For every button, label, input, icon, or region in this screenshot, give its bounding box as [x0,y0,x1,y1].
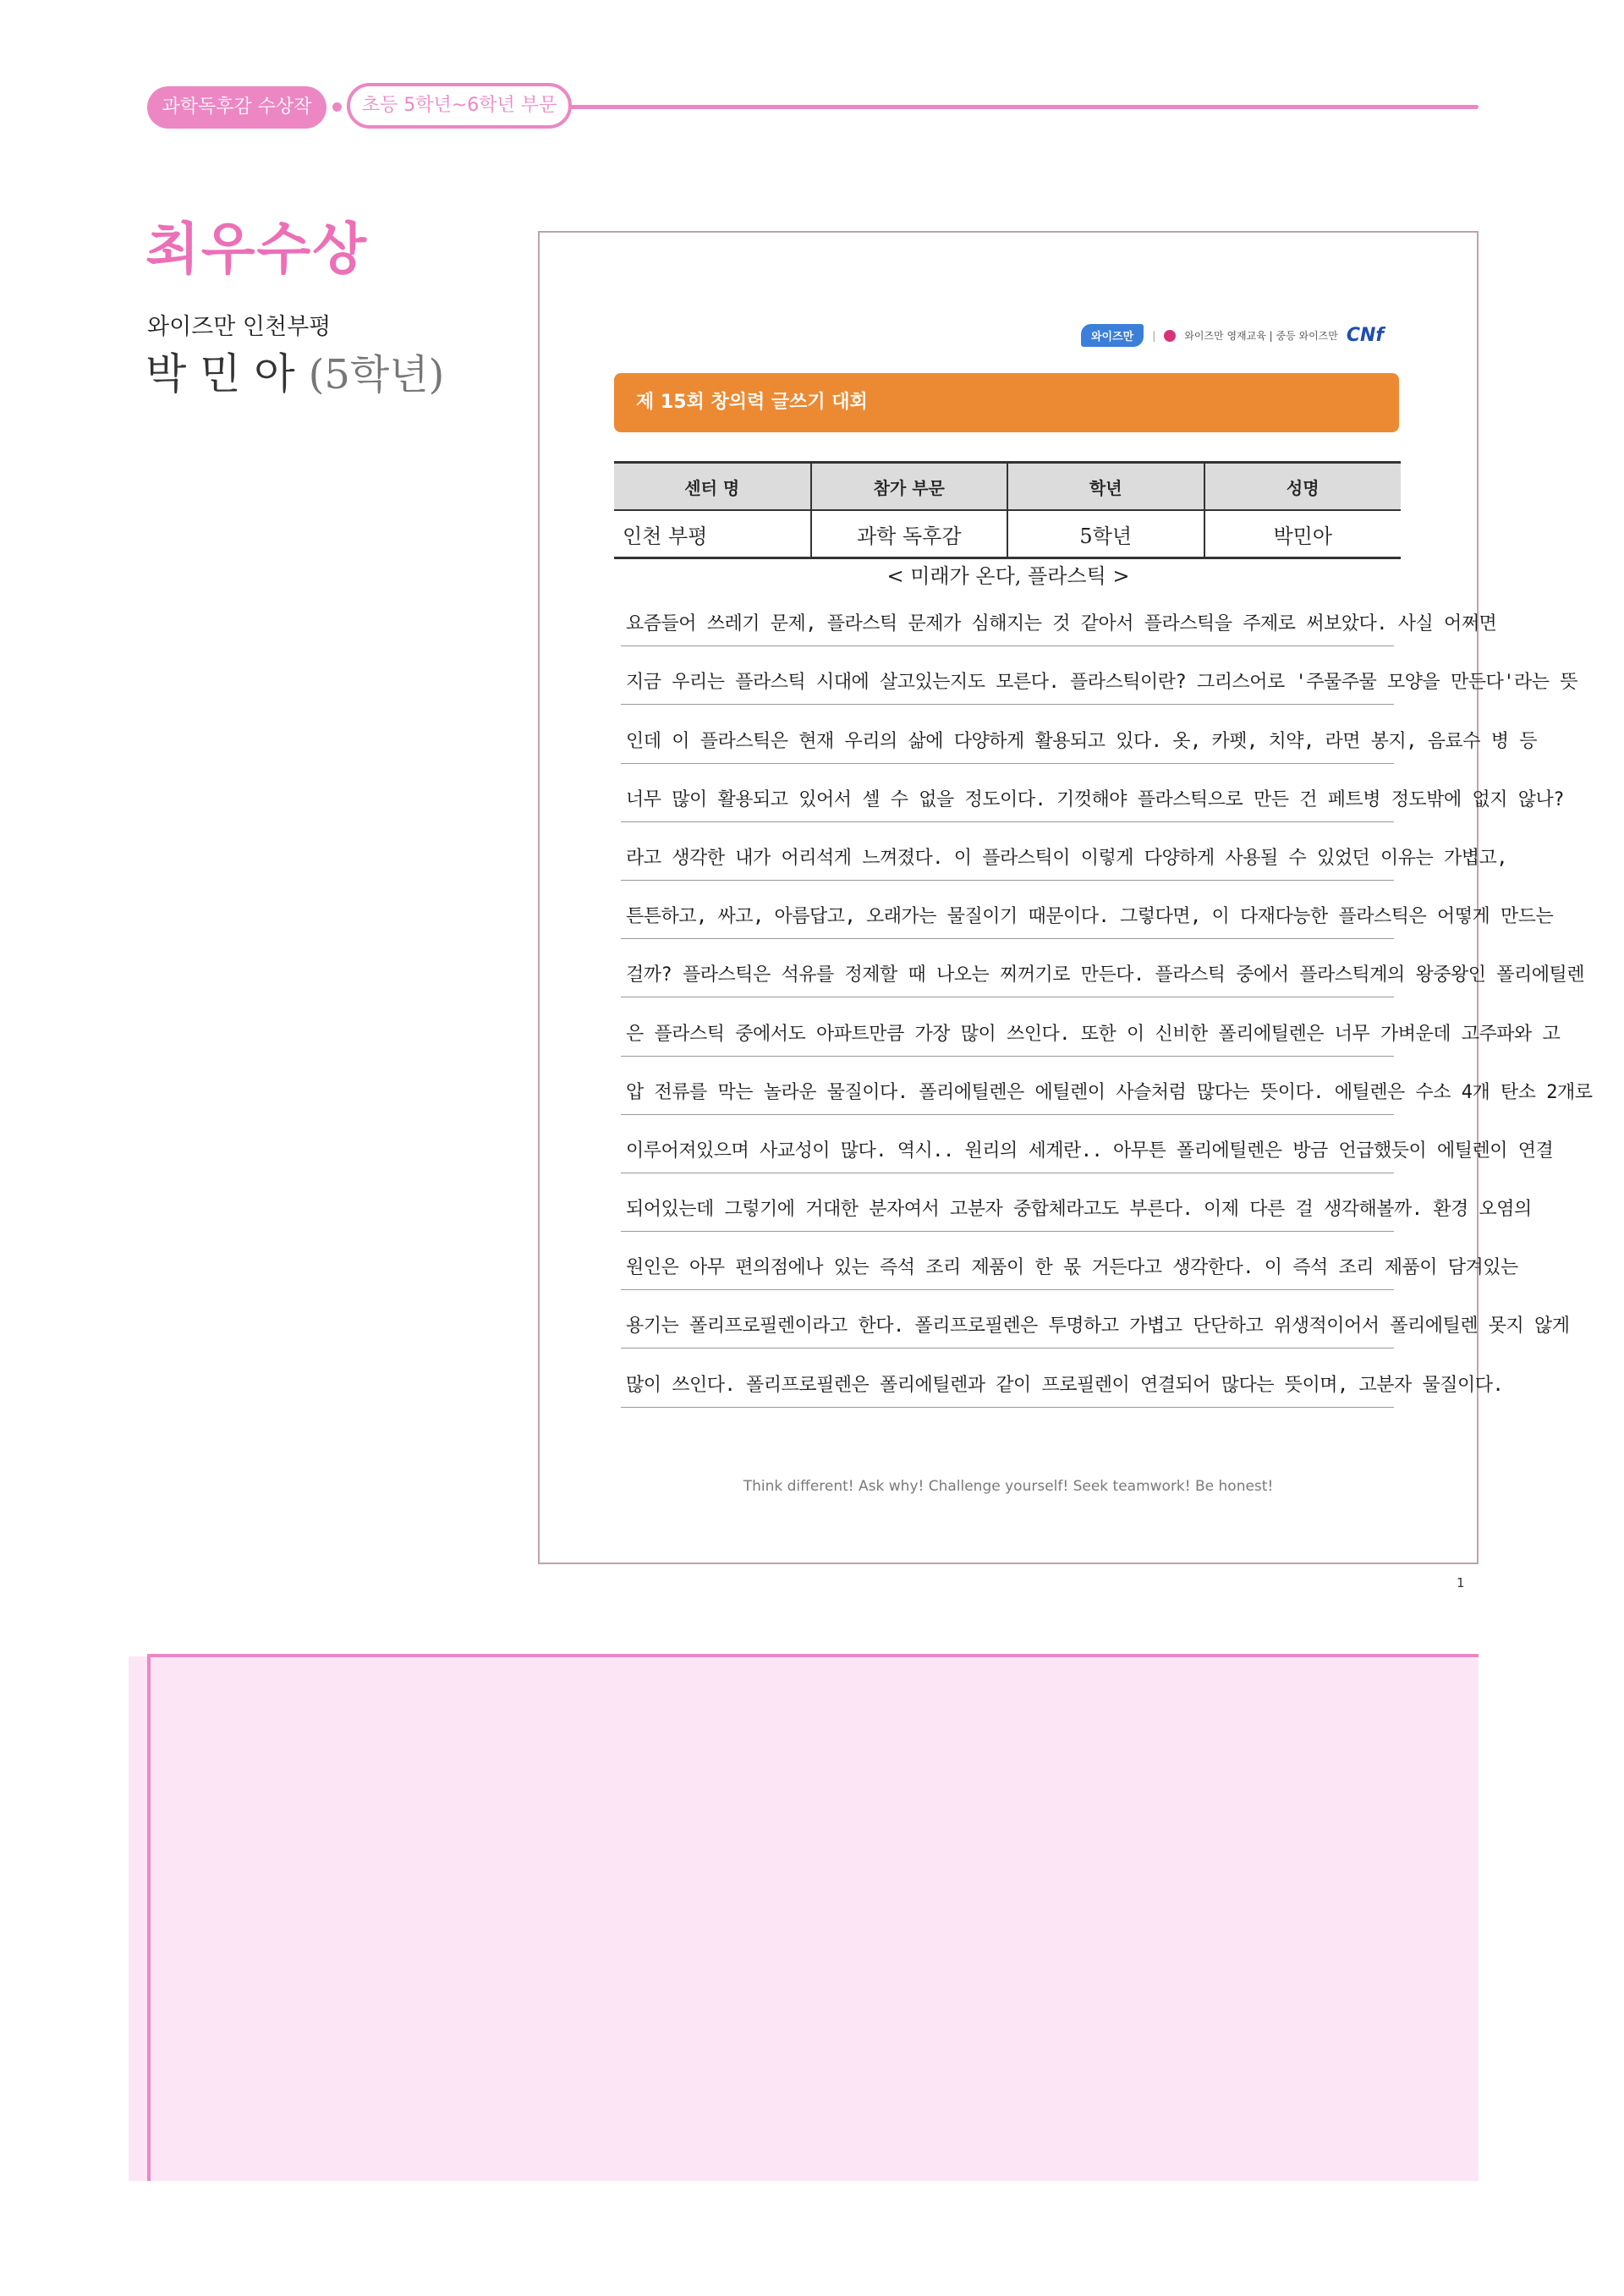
table-header: 센터 명 [614,463,811,511]
essay-line-text: 이루어져있으며 사교성이 많다. 역시.. 원리의 세계란.. 아무튼 폴리에틸렌은 방금 언급했듯이 에틸렌이 연결 [626,1140,1554,1162]
essay-line-text: 은 플라스틱 중에서도 아파트만큼 가장 많이 쓰인다. 또한 이 신비한 폴리에틸렌은 너무 가벼운데 고주파와 고 [626,1023,1561,1045]
essay-line [621,646,1578,705]
essay-line [621,588,1497,646]
essay-line [621,764,1565,822]
essay-line-text: 되어있는데 그렇기에 거대한 분자여서 고분자 중합체라고도 부른다. 이제 다른 걸 생각해볼까. 환경 오염의 [626,1199,1532,1221]
table-header-row [614,463,1401,511]
cnf-logo: CNf [1346,325,1384,346]
student-name-text: 박 민 아 [145,349,295,398]
essay-lines [621,588,1593,1408]
essay-line-text: 지금 우리는 플라스틱 시대에 살고있는지도 모른다. 플라스틱이란? 그리스어로 '주물주물 모양을 만든다'라는 뜻 [626,672,1578,694]
entrant-info-table [614,461,1401,559]
table-cell: 박민아 [1204,510,1402,558]
essay-line [621,1232,1518,1290]
essay-line-text: 요즘들어 쓰레기 문제, 플라스틱 문제가 심해지는 것 같아서 플라스틱을 주제로 써보았다. 사실 어쩌면 [626,613,1497,635]
award-title: 최우수상 [145,217,369,282]
essay-line-text: 인데 이 플라스틱은 현재 우리의 삶에 다양하게 활용되고 있다. 옷, 카펫, 치약, 라면 봉지, 음료수 병 등 [626,730,1537,752]
student-name [145,340,444,401]
category-badge: 과학독후감 수상작 [147,86,326,129]
scanned-essay-page [538,231,1593,1564]
essay-line-text: 튼튼하고, 싸고, 아름답고, 오래가는 물질이기 때문이다. 그렇다면, 이 다재다능한 플라스틱은 어떻게 만드는 [626,906,1554,928]
essay-line [621,939,1585,997]
bullet-dot-icon [332,102,342,112]
essay-line [621,1348,1504,1407]
essay-title: < 미래가 온다, 플라스틱 > [886,564,1130,588]
bottom-panel-top-rule [147,1654,1479,1657]
essay-line [621,881,1554,939]
contest-title-bar: 제 15회 창의력 글쓰기 대회 [614,373,1399,432]
essay-line [621,1057,1593,1115]
essay-line [621,1290,1570,1348]
essay-line-text: 너무 많이 활용되고 있어서 셀 수 없을 정도이다. 기껏해야 플라스틱으로 만든 건 페트병 정도밖에 없지 않나? [626,788,1565,810]
table-cell: 5학년 [1007,510,1204,558]
essay-line [621,822,1508,881]
essay-line-text: 라고 생각한 내가 어리석게 느껴졌다. 이 플라스틱이 이렇게 다양하게 사용될 수 있었던 이유는 가볍고, [626,847,1508,869]
table-cell: 과학 독후감 [811,510,1008,558]
essay-line [621,705,1537,763]
essay-line-text: 많이 쓰인다. 폴리프로필렌은 폴리에틸렌과 같이 프로필렌이 연결되어 많다는 뜻이며, 고분자 물질이다. [626,1374,1504,1396]
student-grade: (5학년) [308,351,445,398]
logo-row: 와이즈만 | 와이즈만 영재교육 | 중등 와이즈만 CNf [1081,324,1384,347]
wiseman-logo: 와이즈만 [1081,324,1144,347]
table-row [614,510,1401,558]
table-header: 성명 [1204,463,1402,511]
essay-line [621,1173,1532,1232]
wiseman-circle-icon [1164,330,1176,342]
essay-line-text: 압 전류를 막는 놀라운 물질이다. 폴리에틸렌은 에틸렌이 사슬처럼 많다는 뜻이다. 에틸렌은 수소 4개 탄소 2개로 [626,1081,1593,1103]
bottom-panel-left-rule [147,1654,151,2181]
table-header: 참가 부문 [811,463,1008,511]
slogan: Think different! Ask why! Challenge yourself! Seek teamwork! Be honest! [743,1478,1274,1495]
bottom-panel [129,1656,1479,2181]
header-rule [541,105,1479,109]
school-name: 와이즈만 인천부평 [147,314,332,340]
table-header: 학년 [1007,463,1204,511]
essay-line [621,997,1561,1056]
essay-line [621,1115,1554,1173]
essay-line-text: 용기는 폴리프로필렌이라고 한다. 폴리프로필렌은 투명하고 가볍고 단단하고 위생적이어서 폴리에틸렌 못지 않게 [626,1316,1570,1338]
essay-line-text: 걸까? 플라스틱은 석유를 정제할 때 나오는 찌꺼기로 만든다. 플라스틱 중에서 플라스틱계의 왕중왕인 폴리에틸렌 [626,964,1585,986]
wiseman-education-logo: 와이즈만 영재교육 | 중등 와이즈만 [1184,330,1338,342]
page-number: 1 [1457,1575,1465,1590]
table-cell: 인천 부평 [614,510,811,558]
division-badge: 초등 5학년~6학년 부문 [347,83,572,129]
essay-line-text: 원인은 아무 편의점에나 있는 즉석 조리 제품이 한 몫 거든다고 생각한다. 이 즉석 조리 제품이 담겨있는 [626,1257,1518,1279]
